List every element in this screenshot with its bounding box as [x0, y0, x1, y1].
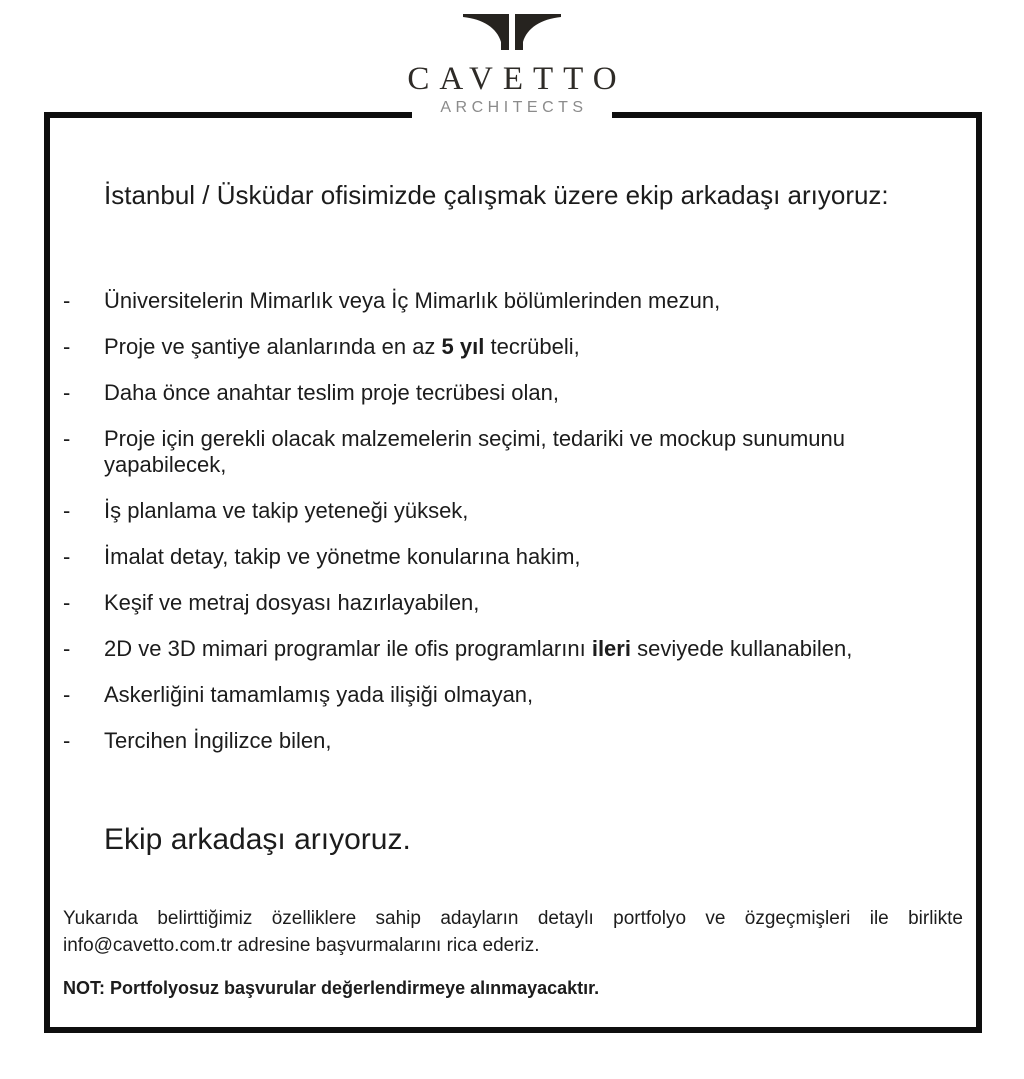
dash-bullet: -	[63, 636, 71, 661]
brand-name: CAVETTO	[407, 61, 627, 97]
dash-bullet: -	[63, 334, 71, 359]
list-item	[63, 498, 943, 524]
list-item-text: Askerliğini tamamlamış yada ilişiği olmayan,	[104, 682, 534, 707]
cavetto-column-capital-icon	[461, 12, 563, 52]
closing-line: Ekip arkadaşı arıyoruz.	[104, 823, 411, 856]
application-paragraph	[63, 906, 963, 959]
dash-bullet: -	[63, 380, 71, 405]
requirements-list	[63, 288, 943, 774]
dash-bullet: -	[63, 288, 71, 313]
list-item-text: Keşif ve metraj dosyası hazırlayabilen,	[104, 590, 480, 615]
list-item-text: İmalat detay, takip ve yönetme konularına hakim,	[104, 544, 581, 569]
list-item-text: Üniversitelerin Mimarlık veya İç Mimarlık bölümlerinden mezun,	[104, 288, 721, 313]
logo	[0, 12, 1024, 123]
application-line-2: info@cavetto.com.tr adresine başvurmalarını rica ederiz.	[63, 934, 540, 956]
content-frame	[44, 112, 982, 1033]
list-item-text: Proje için gerekli olacak malzemelerin seçimi, tedariki ve mockup sunumunu yapabilecek,	[104, 426, 845, 477]
brand-subtitle-row	[0, 98, 1024, 123]
list-item-text: 2D ve 3D mimari programlar ile ofis programlarını ileri seviyede kullanabilen,	[104, 636, 853, 661]
dash-bullet: -	[63, 426, 71, 451]
page-title: İstanbul / Üsküdar ofisimizde çalışmak üzere ekip arkadaşı arıyoruz:	[104, 180, 889, 210]
list-item-text: Proje ve şantiye alanlarında en az 5 yıl tecrübeli,	[104, 334, 580, 359]
application-line-1: Yukarıda belirttiğimiz özelliklere sahip adayların detaylı portfolyo ve özgeçmişleri ile birlikte	[63, 908, 963, 929]
list-item	[63, 728, 943, 754]
list-item	[63, 288, 943, 314]
list-item-text: İş planlama ve takip yeteneği yüksek,	[104, 498, 469, 523]
list-item	[63, 544, 943, 570]
dash-bullet: -	[63, 544, 71, 569]
list-item	[63, 590, 943, 616]
list-item	[63, 380, 943, 406]
dash-bullet: -	[63, 590, 71, 615]
list-item-text: Daha önce anahtar teslim proje tecrübesi olan,	[104, 380, 559, 405]
list-item	[63, 636, 943, 662]
dash-bullet: -	[63, 682, 71, 707]
list-item	[63, 682, 943, 708]
dash-bullet: -	[63, 728, 71, 753]
note-line: NOT: Portfolyosuz başvurular değerlendirmeye alınmayacaktır.	[63, 978, 600, 998]
list-item	[63, 334, 943, 360]
brand-subtitle: ARCHITECTS	[412, 98, 611, 123]
list-item	[63, 426, 943, 478]
dash-bullet: -	[63, 498, 71, 523]
list-item-text: Tercihen İngilizce bilen,	[104, 728, 332, 753]
